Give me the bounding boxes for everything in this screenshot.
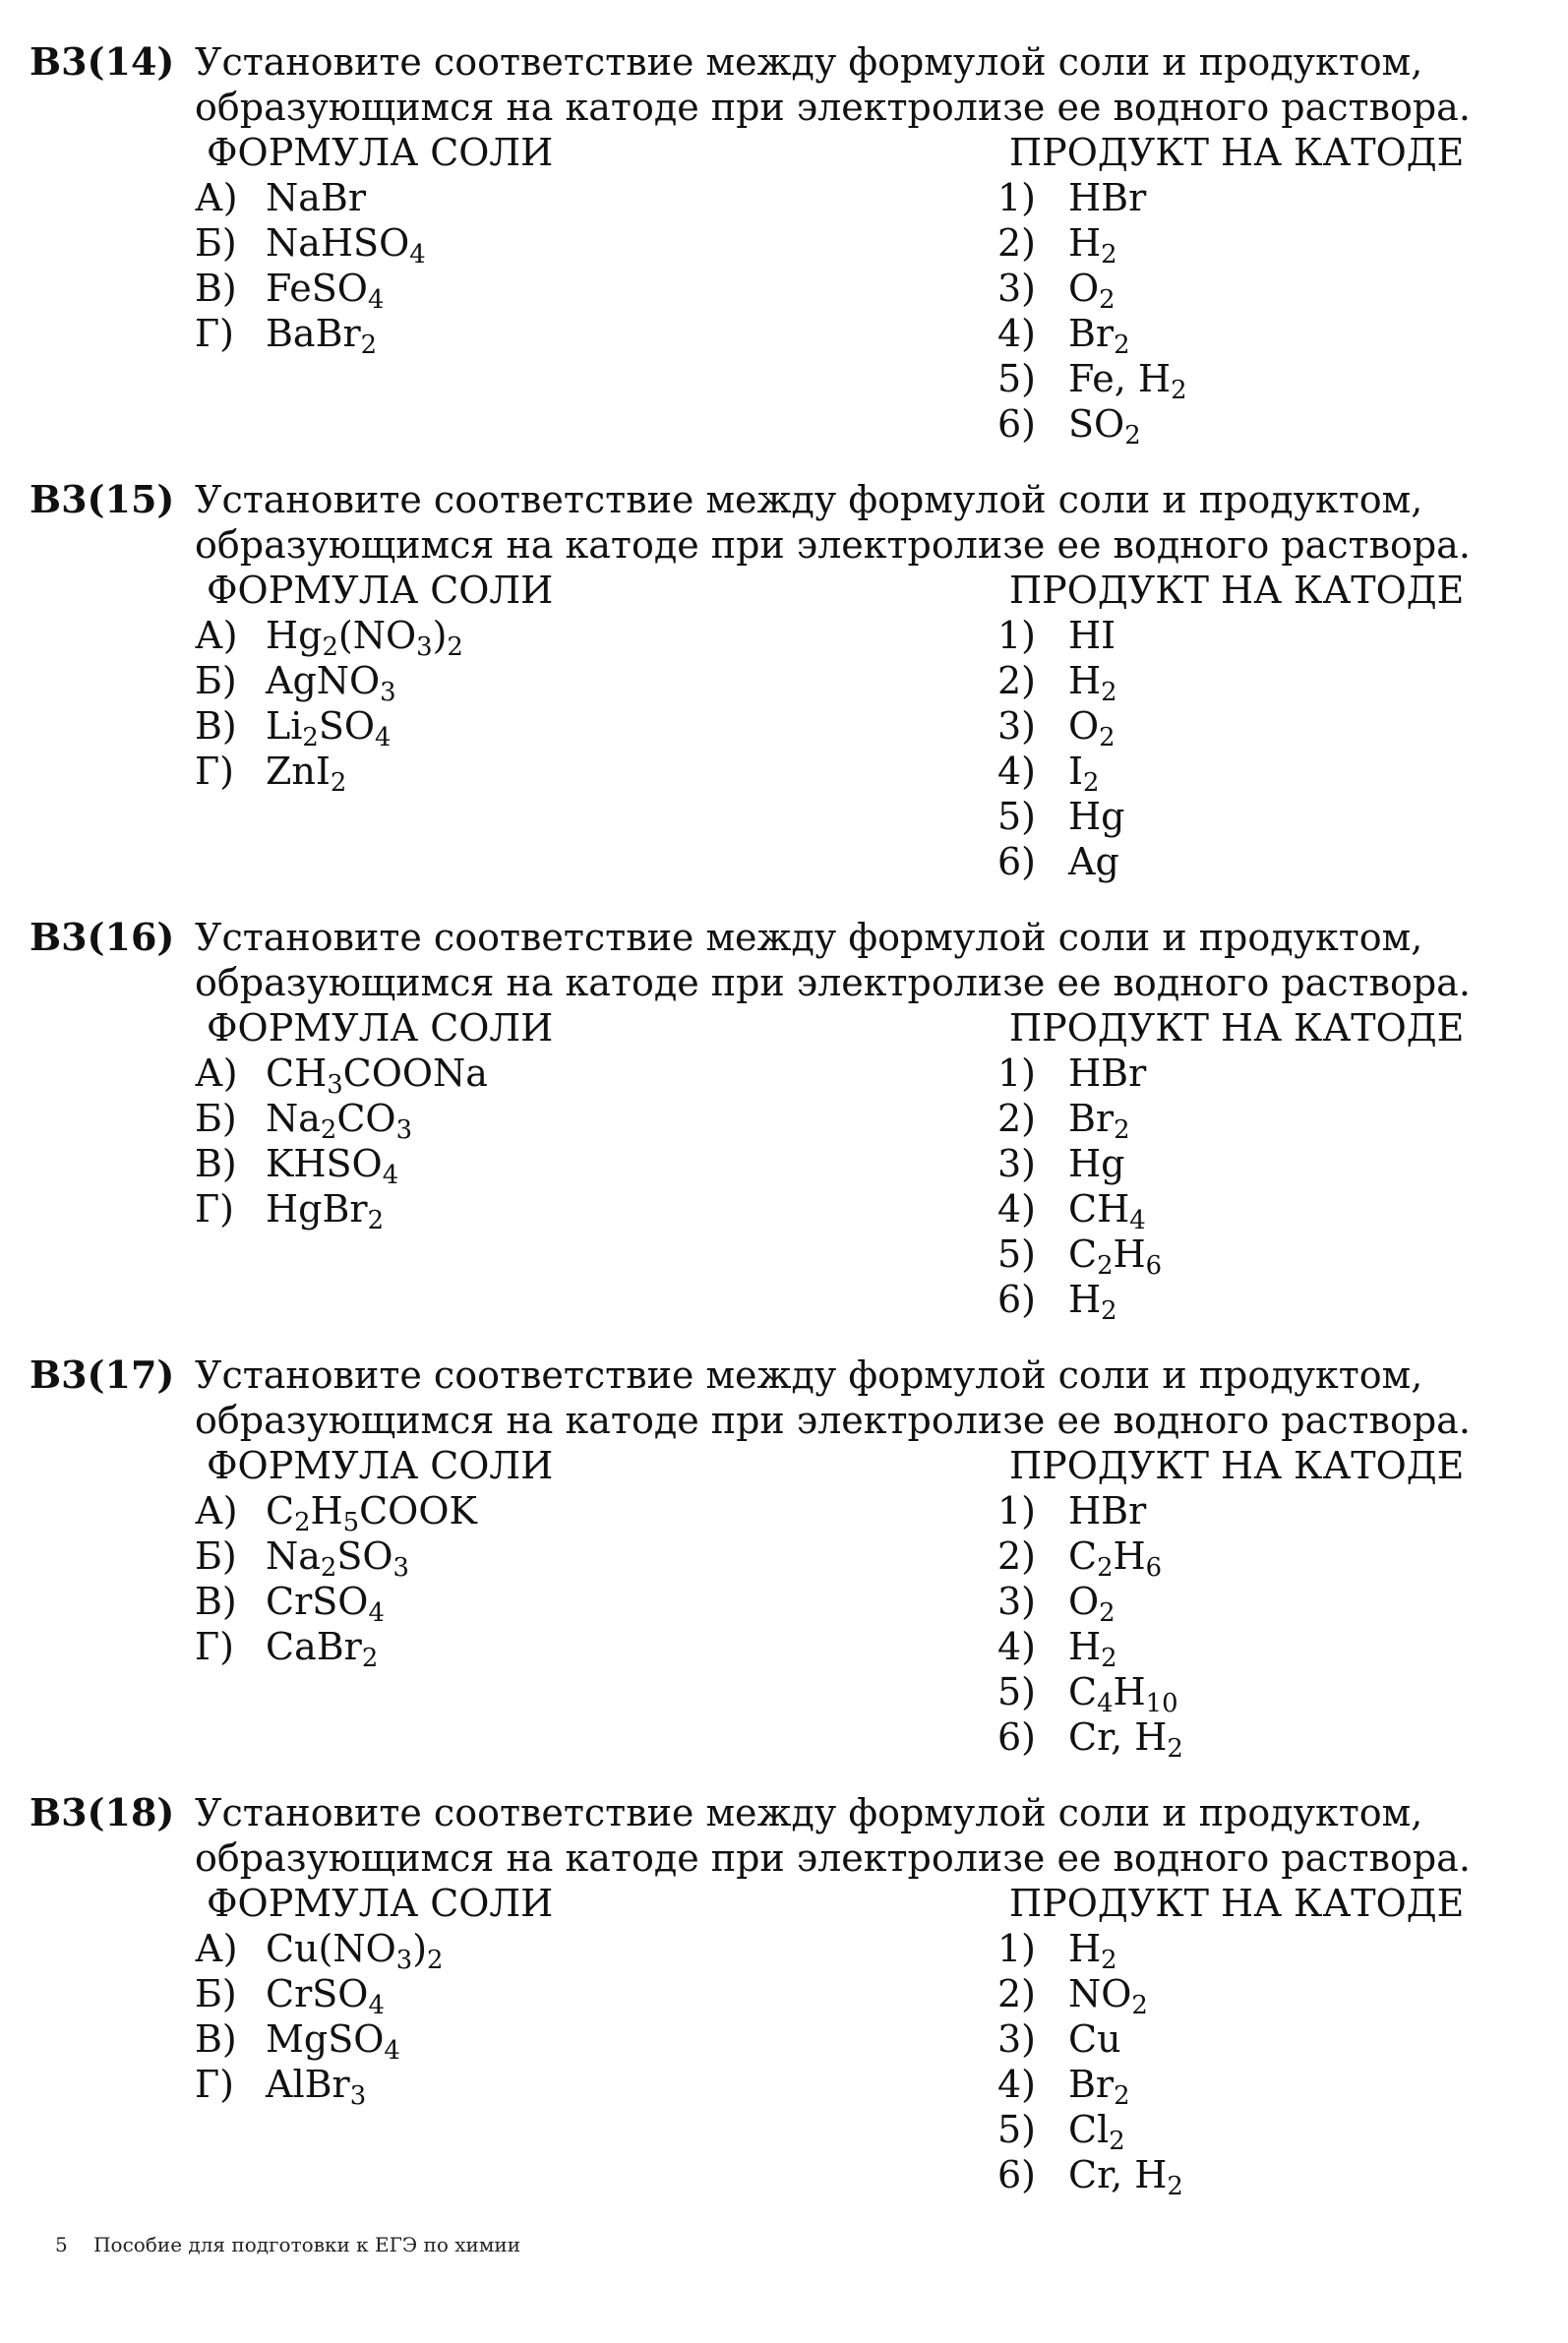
option-key: 1): [997, 1489, 1037, 1532]
option-formula: $O_2$: [1068, 267, 1116, 316]
product-option: [997, 1579, 1548, 1629]
option-key: А): [195, 1489, 238, 1532]
salt-option: [195, 613, 824, 663]
option-key: 5): [997, 795, 1037, 838]
product-option: [997, 1096, 1548, 1146]
salt-option: [195, 1051, 824, 1101]
salt-option: [195, 311, 824, 361]
salt-option: [195, 1141, 824, 1191]
option-formula: $Na_2SO_3$: [266, 1534, 409, 1584]
option-key: В): [195, 1580, 237, 1623]
option-key: Г): [195, 312, 234, 355]
option-formula: Fe, $H_2$: [1068, 357, 1187, 406]
option-formula: $Br_2$: [1068, 1097, 1130, 1146]
task-header: [30, 39, 1535, 130]
option-key: Б): [195, 1972, 237, 2015]
instruction-line: образующимся на катоде при электролизе ее водного раствора.: [195, 523, 1471, 567]
option-formula: $Na_2CO_3$: [266, 1097, 413, 1146]
option-formula: $C_4H_{10}$: [1068, 1670, 1178, 1719]
product-option: [997, 220, 1548, 270]
column-title: ФОРМУЛА СОЛИ: [207, 1882, 554, 1925]
option-key: 5): [997, 2108, 1037, 2151]
salt-option: [195, 703, 824, 753]
option-key: 4): [997, 750, 1037, 793]
option-formula: $Br_2$: [1068, 2063, 1130, 2112]
option-key: Б): [195, 221, 237, 265]
salt-option: [195, 1624, 824, 1674]
option-formula: $O_2$: [1068, 1580, 1116, 1629]
option-key: 2): [997, 659, 1037, 702]
option-key: Б): [195, 1097, 237, 1140]
option-key: 1): [997, 1051, 1037, 1095]
option-key: 1): [997, 176, 1037, 219]
salt-formula-column: [195, 130, 824, 361]
column-title: ФОРМУЛА СОЛИ: [207, 569, 554, 612]
task-header: [30, 1352, 1535, 1443]
option-formula: HBr: [1068, 1051, 1147, 1095]
salt-option: [195, 1533, 824, 1584]
option-key: 2): [997, 221, 1037, 265]
option-formula: ZnI$_2$: [266, 750, 347, 799]
product-option: [997, 2016, 1548, 2062]
option-formula: $NO_2$: [1068, 1972, 1148, 2021]
product-option: [997, 401, 1548, 451]
option-key: Г): [195, 1187, 234, 1231]
option-key: А): [195, 1051, 238, 1095]
option-formula: $H_2$: [1068, 1625, 1117, 1674]
task-block: [30, 1352, 1535, 1765]
cathode-product-column: [997, 130, 1548, 451]
salt-option: [195, 1488, 824, 1538]
product-option: [997, 1624, 1548, 1674]
option-formula: Cr, $H_2$: [1068, 2153, 1183, 2202]
task-block: [30, 1790, 1535, 2202]
product-option: [997, 1277, 1548, 1327]
product-option: [997, 311, 1548, 361]
option-formula: Ag: [1068, 840, 1119, 883]
option-formula: AgNO$_3$: [266, 659, 396, 708]
product-option: [997, 266, 1548, 316]
product-option: [997, 703, 1548, 753]
option-key: А): [195, 614, 238, 657]
option-key: 4): [997, 1187, 1037, 1231]
product-option: [997, 1926, 1548, 1976]
task-block: [30, 39, 1535, 451]
salt-formula-column: [195, 1881, 824, 2112]
option-formula: $H_2$: [1068, 1278, 1117, 1327]
option-key: 2): [997, 1972, 1037, 2015]
option-key: 5): [997, 1670, 1037, 1713]
option-formula: Hg: [1068, 1142, 1125, 1185]
option-formula: Cr, $H_2$: [1068, 1715, 1183, 1765]
option-key: 6): [997, 840, 1037, 883]
product-option: [997, 839, 1548, 884]
task-code: В3(14): [30, 39, 175, 84]
product-option: [997, 1232, 1548, 1282]
salt-option: [195, 749, 824, 799]
task-code: В3(15): [30, 477, 175, 521]
option-key: 3): [997, 1142, 1037, 1185]
salt-formula-column: [195, 568, 824, 799]
option-formula: CrSO$_4$: [266, 1972, 385, 2021]
option-key: Б): [195, 659, 237, 702]
option-formula: $O_2$: [1068, 704, 1116, 753]
option-formula: $C_2H_6$: [1068, 1534, 1163, 1584]
option-formula: CrSO$_4$: [266, 1580, 385, 1629]
option-key: В): [195, 704, 237, 748]
option-formula: $I_2$: [1068, 750, 1100, 799]
option-key: 5): [997, 357, 1037, 400]
page-footer: [55, 2233, 520, 2256]
option-key: 3): [997, 1580, 1037, 1623]
option-formula: $H_2$: [1068, 221, 1117, 270]
product-option: [997, 2062, 1548, 2112]
instruction-line: Установите соответствие между формулой соли и продуктом,: [195, 1791, 1423, 1834]
task-instruction: [195, 477, 1535, 568]
option-key: 3): [997, 704, 1037, 748]
option-formula: NaHSO$_4$: [266, 221, 426, 270]
salt-option: [195, 1971, 824, 2021]
instruction-line: образующимся на катоде при электролизе ее водного раствора.: [195, 1399, 1471, 1442]
product-option: [997, 749, 1548, 799]
option-key: В): [195, 2017, 237, 2061]
product-option: [997, 794, 1548, 839]
product-option: [997, 1186, 1548, 1236]
salt-option: [195, 266, 824, 316]
product-option: [997, 1141, 1548, 1186]
product-option: [997, 1714, 1548, 1765]
column-title: ПРОДУКТ НА КАТОДЕ: [1009, 1006, 1465, 1050]
option-key: 4): [997, 2063, 1037, 2106]
option-key: В): [195, 267, 237, 310]
option-formula: $SO_2$: [1068, 402, 1141, 451]
option-formula: AlBr$_3$: [266, 2063, 367, 2112]
option-key: 4): [997, 312, 1037, 355]
option-formula: HBr: [1068, 1489, 1147, 1532]
option-formula: FeSO$_4$: [266, 267, 385, 316]
option-formula: CaBr$_2$: [266, 1625, 379, 1674]
instruction-line: образующимся на катоде при электролизе ее водного раствора.: [195, 961, 1471, 1004]
option-formula: $KHSO_4$: [266, 1142, 399, 1191]
option-key: 2): [997, 1097, 1037, 1140]
instruction-line: Установите соответствие между формулой соли и продуктом,: [195, 1353, 1423, 1397]
column-title: ФОРМУЛА СОЛИ: [207, 1444, 554, 1487]
column-title: ПРОДУКТ НА КАТОДЕ: [1009, 131, 1465, 174]
option-key: 5): [997, 1232, 1037, 1276]
option-formula: $H_2$: [1068, 659, 1117, 708]
instruction-line: Установите соответствие между формулой соли и продуктом,: [195, 916, 1423, 959]
option-formula: $C_2H_6$: [1068, 1232, 1163, 1282]
option-formula: $CH_3COONa$: [266, 1051, 488, 1101]
page-number: 5: [55, 2233, 68, 2256]
product-option: [997, 356, 1548, 406]
option-key: Г): [195, 2063, 234, 2106]
option-key: В): [195, 1142, 237, 1185]
product-option: [997, 1051, 1548, 1096]
option-formula: $C_2H_5COOK$: [266, 1489, 477, 1538]
task-header: [30, 915, 1535, 1005]
option-key: Г): [195, 750, 234, 793]
instruction-line: Установите соответствие между формулой соли и продуктом,: [195, 40, 1423, 84]
task-code: В3(17): [30, 1352, 175, 1397]
salt-formula-column: [195, 1005, 824, 1236]
option-key: 4): [997, 1625, 1037, 1668]
product-option: [997, 1533, 1548, 1584]
product-option: [997, 613, 1548, 658]
cathode-product-column: [997, 1443, 1548, 1765]
salt-option: [195, 2062, 824, 2112]
option-formula: HBr: [1068, 176, 1147, 219]
column-title: ПРОДУКТ НА КАТОДЕ: [1009, 1444, 1465, 1487]
instruction-line: образующимся на катоде при электролизе ее водного раствора.: [195, 1836, 1471, 1880]
task-block: [30, 915, 1535, 1327]
instruction-line: Установите соответствие между формулой соли и продуктом,: [195, 478, 1423, 521]
column-title: ПРОДУКТ НА КАТОДЕ: [1009, 1882, 1465, 1925]
option-key: 6): [997, 1278, 1037, 1321]
cathode-product-column: [997, 1881, 1548, 2202]
column-title: ПРОДУКТ НА КАТОДЕ: [1009, 569, 1465, 612]
option-key: 1): [997, 614, 1037, 657]
option-key: 6): [997, 402, 1037, 446]
option-key: 3): [997, 267, 1037, 310]
instruction-line: образующимся на катоде при электролизе ее водного раствора.: [195, 86, 1471, 129]
option-formula: $CH_4$: [1068, 1187, 1146, 1236]
option-formula: $Br_2$: [1068, 312, 1130, 361]
option-key: 3): [997, 2017, 1037, 2061]
task-code: В3(18): [30, 1790, 175, 1834]
option-key: 6): [997, 2153, 1037, 2196]
product-option: [997, 1971, 1548, 2021]
option-formula: $Cl_2$: [1068, 2108, 1125, 2157]
option-formula: Cu: [1068, 2017, 1121, 2061]
task-instruction: [195, 915, 1535, 1005]
salt-option: [195, 2016, 824, 2067]
cathode-product-column: [997, 568, 1548, 884]
task-code: В3(16): [30, 915, 175, 959]
salt-option: [195, 1186, 824, 1236]
salt-formula-column: [195, 1443, 824, 1674]
option-key: А): [195, 176, 238, 219]
task-instruction: [195, 1790, 1535, 1881]
salt-option: [195, 658, 824, 708]
column-title: ФОРМУЛА СОЛИ: [207, 1006, 554, 1050]
salt-option: [195, 1926, 824, 1976]
product-option: [997, 658, 1548, 708]
salt-option: [195, 220, 824, 270]
column-title: ФОРМУЛА СОЛИ: [207, 131, 554, 174]
task-header: [30, 1790, 1535, 1881]
option-formula: HI: [1068, 614, 1116, 657]
option-key: 2): [997, 1534, 1037, 1578]
salt-option: [195, 1096, 824, 1146]
product-option: [997, 1488, 1548, 1533]
product-option: [997, 1669, 1548, 1719]
option-key: А): [195, 1927, 238, 1970]
option-formula: MgSO$_4$: [266, 2017, 400, 2067]
option-key: Г): [195, 1625, 234, 1668]
task-header: [30, 477, 1535, 568]
option-formula: NaBr: [266, 176, 366, 219]
option-formula: HgBr$_2$: [266, 1187, 384, 1236]
task-instruction: [195, 39, 1535, 130]
option-formula: BaBr$_2$: [266, 312, 378, 361]
footer-text: Пособие для подготовки к ЕГЭ по химии: [93, 2233, 521, 2256]
option-key: 1): [997, 1927, 1037, 1970]
product-option: [997, 2152, 1548, 2202]
task-instruction: [195, 1352, 1535, 1443]
option-formula: $Li_2SO_4$: [266, 704, 392, 753]
cathode-product-column: [997, 1005, 1548, 1327]
task-block: [30, 477, 1535, 883]
option-formula: $Hg_2(NO_3)_2$: [266, 614, 463, 663]
product-option: [997, 2107, 1548, 2157]
option-key: 6): [997, 1715, 1037, 1759]
product-option: [997, 175, 1548, 220]
option-formula: $H_2$: [1068, 1927, 1117, 1976]
salt-option: [195, 1579, 824, 1629]
option-formula: Hg: [1068, 795, 1125, 838]
option-formula: $Cu(NO_3)_2$: [266, 1927, 444, 1976]
salt-option: [195, 175, 824, 220]
option-key: Б): [195, 1534, 237, 1578]
